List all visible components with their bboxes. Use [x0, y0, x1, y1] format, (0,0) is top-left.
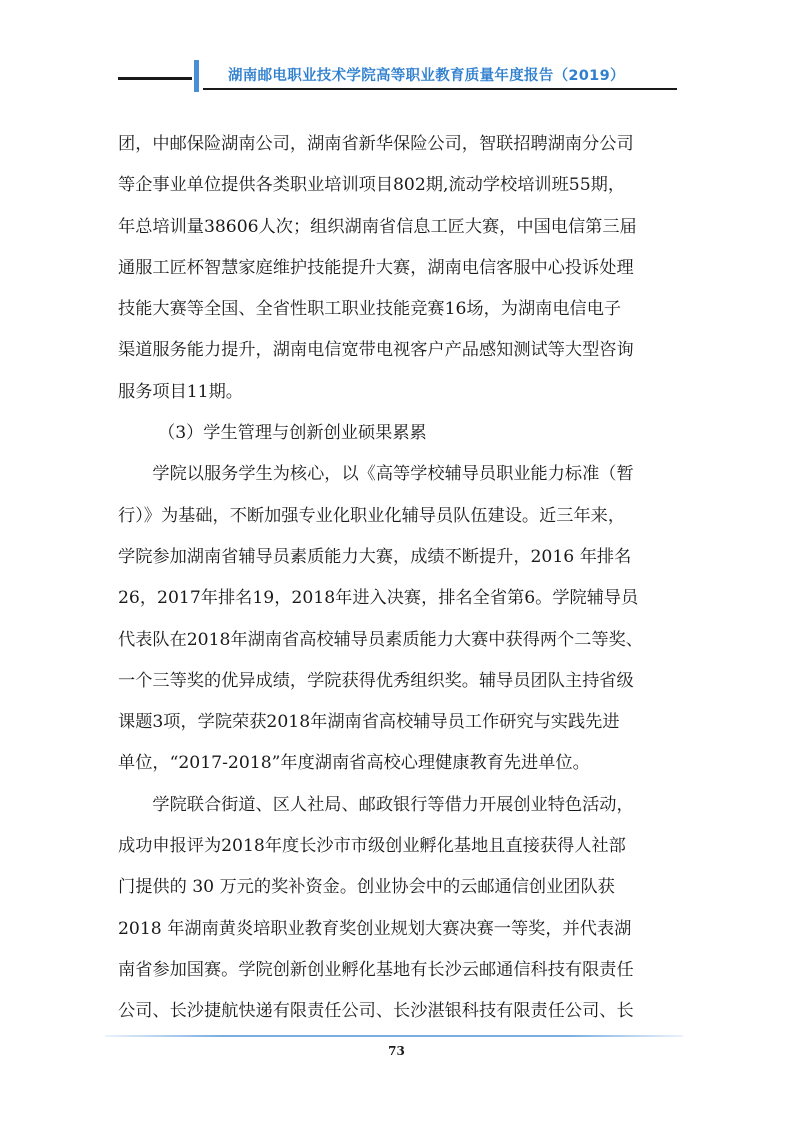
header-title: 湖南邮电职业技术学院高等职业教育质量年度报告（2019）: [228, 68, 625, 84]
paragraph-entrepreneurship: [118, 785, 678, 1033]
text-line: 代表队在2018年湖南省高校辅导员素质能力大赛中获得两个二等奖、: [118, 629, 643, 650]
header-rule-right: [203, 88, 677, 90]
text-line: 学院以服务学生为核心，以《高等学校辅导员职业能力标准（暂: [118, 464, 634, 485]
text-line: 学院联合街道、区人社局、邮政银行等借力开展创业特色活动，: [118, 794, 634, 815]
text-line: 课题3项，学院荣获2018年湖南省高校辅导员工作研究与实践先进: [118, 712, 620, 733]
paragraph-training: [118, 124, 678, 413]
page-number: 73: [388, 1044, 405, 1058]
text-line: 南省参加国赛。学院创新创业孵化基地有长沙云邮通信科技有限责任: [118, 959, 634, 980]
text-line: 26，2017年排名19，2018年进入决赛，排名全省第6。学院辅导员: [118, 588, 639, 609]
text-line: 单位，“2017-2018”年度湖南省高校心理健康教育先进单位。: [118, 753, 590, 774]
header-accent-bar: [194, 60, 199, 92]
text-line: 年总培训量38606人次；组织湖南省信息工匠大赛，中国电信第三届: [118, 216, 637, 237]
section-subheading: （3）学生管理与创新创业硕果累累: [158, 423, 427, 444]
text-line: 渠道服务能力提升，湖南电信宽带电视客户产品感知测试等大型咨询: [118, 340, 634, 361]
text-line: 服务项目11期。: [118, 381, 243, 402]
text-line: 通服工匠杯智慧家庭维护技能提升大赛，湖南电信客服中心投诉处理: [118, 257, 634, 278]
paragraph-counselors: [118, 454, 678, 784]
text-line: 一个三等奖的优异成绩，学院获得优秀组织奖。辅导员团队主持省级: [118, 670, 634, 691]
text-line: 公司、长沙捷航快递有限责任公司、长沙湛银科技有限责任公司、长: [118, 1001, 634, 1022]
footer-rule: [105, 1035, 683, 1037]
header-rule-left: [118, 77, 192, 80]
page-body: [118, 124, 678, 1033]
text-line: 团，中邮保险湖南公司，湖南省新华保险公司，智联招聘湖南分公司: [118, 134, 634, 154]
text-line: 等企事业单位提供各类职业培训项目802期,流动学校培训班55期，: [118, 175, 626, 196]
text-line: 门提供的 30 万元的奖补资金。创业协会中的云邮通信创业团队获: [118, 877, 615, 898]
text-line: 成功申报评为2018年度长沙市市级创业孵化基地且直接获得人社部: [118, 836, 626, 857]
text-line: 技能大赛等全国、全省性职工职业技能竞赛16场，为湖南电信电子: [118, 299, 622, 320]
text-line: 学院参加湖南省辅导员素质能力大赛，成绩不断提升，2016 年排名: [118, 546, 632, 567]
text-line: 行）》为基础，不断加强专业化职业化辅导员队伍建设。近三年来，: [118, 505, 626, 526]
text-line: 2018 年湖南黄炎培职业教育奖创业规划大赛决赛一等奖，并代表湖: [118, 918, 632, 939]
